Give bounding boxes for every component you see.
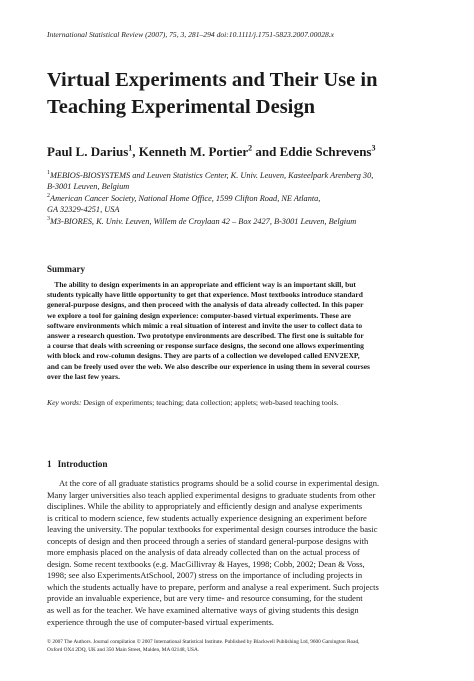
- affiliation-text: American Cancer Society, National Home Office, 1599 Clifton Road, NE Atlanta,: [50, 193, 321, 203]
- affiliation-text: GA 32329-4251, USA: [47, 205, 120, 215]
- summary-line: software environments which mimic a real situation of interest and invite the user to collect data to: [47, 320, 363, 330]
- summary-abstract: [47, 280, 437, 382]
- affiliation-line: [47, 181, 447, 192]
- author-affiliation-mark: 1: [128, 143, 133, 153]
- body-line: Many larger universities also teach applied experimental designs to graduate students from other: [47, 489, 376, 500]
- keywords-label: Key words:: [47, 398, 82, 407]
- summary-heading: Summary: [47, 264, 85, 274]
- copyright-footer: [47, 638, 447, 654]
- keywords: [47, 398, 447, 407]
- body-line: provide an invaluable experience, but are very time- and resource consuming, for the student: [47, 593, 363, 604]
- summary-line: and can be freely used over the web. We also describe our experience in using them in several courses: [47, 361, 370, 371]
- affiliation-text: B-3001 Leuven, Belgium: [47, 182, 130, 192]
- body-line: which the students actually have to prepare, perform and analyse a real experiment. Such projects: [47, 581, 379, 592]
- affiliation-line: [47, 193, 447, 204]
- author-separator: ,: [132, 144, 139, 159]
- body-line: as well as for the teacher. We have examined alternative ways of giving students this design: [47, 605, 359, 616]
- affiliation-line: [47, 216, 447, 227]
- author-separator: and: [252, 144, 280, 159]
- affiliation-line: [47, 204, 447, 215]
- affiliation-line: [47, 170, 447, 181]
- affiliation-mark: 2: [47, 193, 50, 200]
- affiliation-list: [47, 170, 447, 227]
- author-affiliation-mark: 2: [248, 143, 253, 153]
- summary-line: general-purpose designs, and then proceed with the analysis of data already collected. In this paper: [47, 300, 364, 310]
- author-name: Eddie Schrevens: [279, 144, 372, 159]
- introduction-body: [47, 478, 447, 628]
- author-name: Paul L. Darius: [47, 144, 129, 159]
- body-line: disciplines. While the ability to appropriately and efficiently design and analyse experiments: [47, 501, 363, 512]
- footer-line: © 2007 The Authors. Journal compilation © 2007 International Statistical Institute. Published by Blackwell Publishing Ltd, 9600 Garsington Road,: [47, 639, 360, 645]
- title-line: Teaching Experimental Design: [47, 96, 316, 118]
- paper-title: [47, 67, 447, 121]
- affiliation-text: M3-BIORES, K. Univ. Leuven, Willem de Croylaan 42 – Box 2427, B-3001 Leuven, Belgium: [50, 216, 357, 226]
- body-line: experience through the use of computer-based virtual experiments.: [47, 616, 274, 627]
- author-list: [47, 144, 447, 160]
- summary-line: over the last few years.: [47, 371, 120, 381]
- affiliation-mark: 1: [47, 170, 50, 177]
- section-title: Introduction: [57, 459, 108, 469]
- body-line: design. Some recent textbooks (e.g. MacGillivray & Hayes, 1998; Cobb, 2002; Dean & Voss,: [47, 558, 365, 569]
- body-line: leaving the university. The popular textbooks for experimental design courses introduce the basic: [47, 524, 378, 535]
- author-affiliation-mark: 3: [371, 143, 376, 153]
- title-line: Virtual Experiments and Their Use in: [47, 69, 378, 91]
- section-heading: [47, 459, 107, 469]
- section-number: 1: [47, 459, 52, 469]
- journal-citation: International Statistical Review (2007), 75, 3, 281–294 doi:10.1111/j.1751-5823.2007.00028.x: [47, 30, 335, 39]
- body-line: more emphasis placed on the analysis of data already collected than on the actual process of: [47, 547, 360, 558]
- body-line: At the core of all graduate statistics programs should be a solid course in experimental design.: [59, 478, 380, 488]
- footer-line: Oxford OX4 2DQ, UK and 350 Main Street, Malden, MA 02148, USA.: [47, 647, 200, 653]
- author-name: Kenneth M. Portier: [138, 144, 249, 159]
- affiliation-mark: 3: [47, 215, 50, 222]
- summary-line: we explore a tool for gaining design experience: computer-based virtual experiments. These are: [47, 310, 351, 320]
- summary-line: with block and row-column designs. They are parts of a collection we developed called ENV2EXP,: [47, 351, 360, 361]
- body-line: concepts of design and then proceed through a series of standard general-purpose designs with: [47, 535, 369, 546]
- summary-line: answer a research question. Two prototype environments are described. The first one is suitable for: [47, 331, 364, 341]
- body-line: is critical to modern science, few students actually experience designing an experiment before: [47, 512, 367, 523]
- body-line: 1998; see also ExperimentsAtSchool, 2007) stress on the importance of including projects in: [47, 570, 363, 581]
- summary-line: students typically have little opportunity to get that experience. Most textbooks introduce standard: [47, 290, 363, 300]
- summary-line: a course that deals with screening or response surface designs, the second one allows experimenting: [47, 341, 364, 351]
- affiliation-text: MEBIOS-BIOSYSTEMS and Leuven Statistics Center, K. Univ. Leuven, Kasteelpark Arenberg 30,: [50, 171, 374, 180]
- summary-line: The ability to design experiments in an appropriate and efficient way is an important skill, but: [47, 280, 356, 289]
- keywords-text: Design of experiments; teaching; data collection; applets; web-based teaching tools.: [83, 398, 339, 407]
